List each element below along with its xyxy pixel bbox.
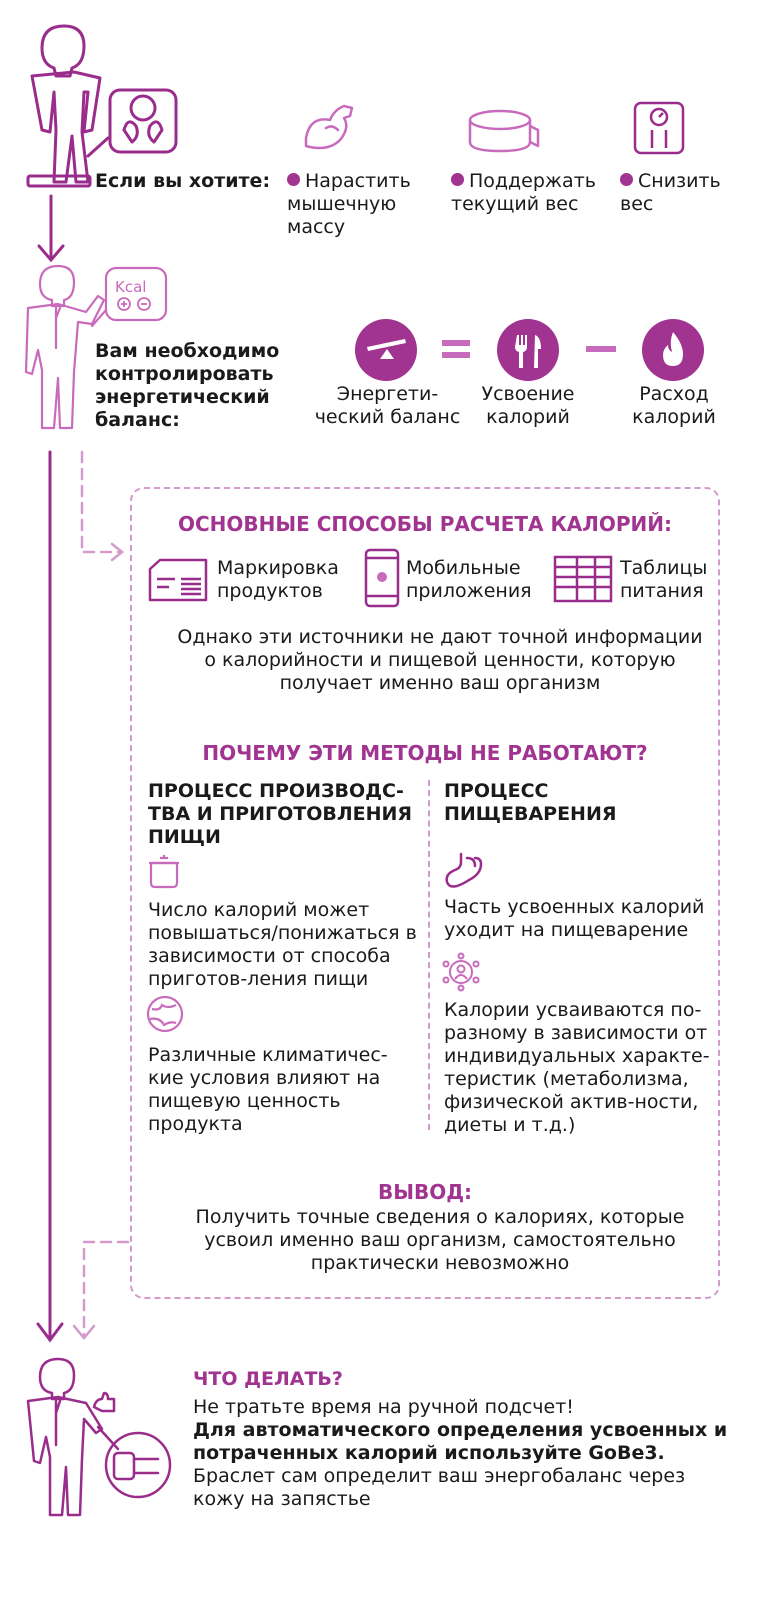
methods-note: Однако эти источники не дают точной информации о калорийности и пищевой ценности, которую получает именно ваш организм	[177, 626, 703, 694]
method-3-text: Таблицы питания	[620, 557, 708, 602]
goal-3: Снизить вес	[620, 170, 721, 215]
thumbs-up-person-illustration	[22, 1355, 182, 1555]
method-1-text: Маркировка продуктов	[217, 557, 339, 602]
left-heading: ПРОЦЕСС ПРОИЗВОДС-ТВА И ПРИГОТОВЛЕНИЯ ПИЩИ	[148, 780, 413, 848]
left-item-1: Число калорий может повышаться/понижаться в зависимости от способа приготов-ления пищи	[148, 899, 417, 990]
action-bold: Для автоматического определения усвоенных и потраченных калорий используйте GoBe3.	[193, 1419, 728, 1464]
right-item-1: Часть усвоенных калорий уходит на пищеварение	[444, 896, 705, 941]
action-title: ЧТО ДЕЛАТЬ?	[193, 1368, 343, 1390]
left-item-2: Различные климатичес-кие условия влияют на пищевую ценность продукта	[148, 1044, 388, 1135]
stomach-icon	[443, 852, 487, 890]
goal-1: Нарастить мышечную массу	[287, 170, 411, 238]
label-icon	[147, 557, 209, 603]
action-line1: Не тратьте время на ручной подсчет!	[193, 1396, 574, 1418]
goal-2: Поддержать текущий вес	[451, 170, 596, 215]
methods-title: ОСНОВНЫЕ СПОСОБЫ РАСЧЕТА КАЛОРИЙ:	[177, 512, 673, 536]
why-title: ПОЧЕМУ ЭТИ МЕТОДЫ НЕ РАБОТАЮТ?	[202, 741, 648, 765]
globe-icon	[144, 993, 186, 1035]
person-network-icon	[441, 952, 481, 992]
right-item-2: Калории усваиваются по-разному в зависимости от индивидуальных характе-теристик (метаболизма, физической актив-ности, диеты и т.д.)	[444, 999, 710, 1136]
balance-label: Вам необходимо контролировать энергетический баланс:	[95, 340, 280, 431]
balance-item-2: Усвоение калорий	[481, 383, 575, 428]
column-divider	[428, 780, 430, 1130]
action-line3: Браслет сам определит ваш энергобаланс через кожу на запястье	[193, 1465, 686, 1510]
right-heading: ПРОЦЕСС ПИЩЕВАРЕНИЯ	[444, 780, 617, 825]
cooking-pot-icon	[147, 853, 181, 889]
smartphone-icon	[364, 548, 400, 608]
conclusion-title: ВЫВОД:	[377, 1180, 473, 1204]
method-2-text: Мобильные приложения	[406, 557, 532, 602]
intro-label: Если вы хотите:	[95, 170, 271, 192]
methods-panel	[130, 487, 720, 1299]
kcal-text: Kcal	[115, 278, 147, 296]
balance-item-3: Расход калорий	[632, 383, 716, 428]
conclusion-text: Получить точные сведения о калориях, которые усвоил именно ваш организм, самостоятельно практически невозможно	[195, 1206, 685, 1274]
table-icon	[553, 555, 613, 603]
balance-item-1: Энергети-ческий баланс	[314, 383, 461, 428]
